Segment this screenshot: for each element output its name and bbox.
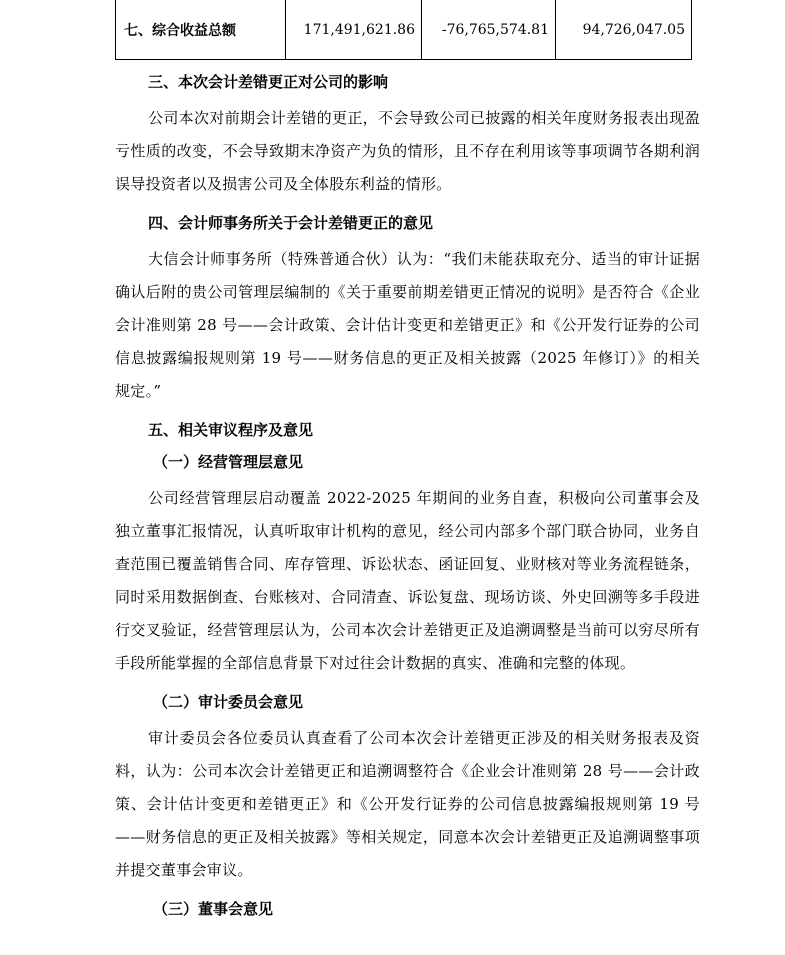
row-label: 七、综合收益总额 (116, 0, 286, 60)
section-5-heading: 五、相关审议程序及意见 (148, 421, 314, 439)
section-5-1-paragraph: 公司经营管理层启动覆盖 2022-2025 年期间的业务自查，积极向公司董事会及独立董事汇报情况，认真听取审计机构的意见，经公司内部多个部门联合协同，业务自查范围已覆盖销售合同、库存管理、诉讼状态、函证回复、业财核对等业务流程链条，同时采用数据倒查、台账核对、合同清查、诉讼复盘、现场访谈、外史回溯等多手段进行交叉验证，经营管理层认为，公司本次会计差错更正及追溯调整是当前可以穷尽所有手段所能掌握的全部信息背景下对过往会计数据的真实、准确和完整的体现。 (115, 489, 700, 672)
section-3-heading: 三、本次会计差错更正对公司的影响 (148, 73, 389, 91)
section-4-paragraph: 大信会计师事务所（特殊普通合伙）认为：“我们未能获取充分、适当的审计证据确认后附的贵公司管理层编制的《关于重要前期差错更正情况的说明》是否符合《企业会计准则第 28 号——会计政策、会计估计变更和差错更正》和《公开发行证券的公司信息披露编报规则第 19 号——财务信息的更正及相关披露（2025 年修订）》的相关规定。” (115, 250, 700, 400)
value-cell-1: 171,491,621.86 (286, 0, 422, 60)
value-cell-3: 94,726,047.05 (556, 0, 692, 60)
value-cell-2: -76,765,574.81 (422, 0, 556, 60)
section-4-heading: 四、会计师事务所关于会计差错更正的意见 (148, 214, 434, 232)
section-5-1-heading: （一）经营管理层意见 (153, 453, 304, 471)
section-3-paragraph: 公司本次对前期会计差错的更正，不会导致公司已披露的相关年度财务报表出现盈亏性质的改变，不会导致期末净资产为负的情形，且不存在利用该等事项调节各期利润误导投资者以及损害公司及全体股东利益的情形。 (115, 109, 700, 193)
document-body (115, 60, 700, 919)
section-5-2-heading: （二）审计委员会意见 (153, 693, 304, 711)
section-5-3-heading: （三）董事会意见 (153, 900, 274, 918)
financial-table (115, 0, 692, 60)
section-5-2-paragraph: 审计委员会各位委员认真查看了公司本次会计差错更正涉及的相关财务报表及资料，认为：公司本次会计差错更正和追溯调整符合《企业会计准则第 28 号——会计政策、会计估计变更和差错更正》和《公开发行证券的公司信息披露编报规则第 19 号——财务信息的更正及相关披露》等相关规定，同意本次会计差错更正及追溯调整事项并提交董事会审议。 (115, 729, 700, 879)
table-row (116, 0, 692, 60)
